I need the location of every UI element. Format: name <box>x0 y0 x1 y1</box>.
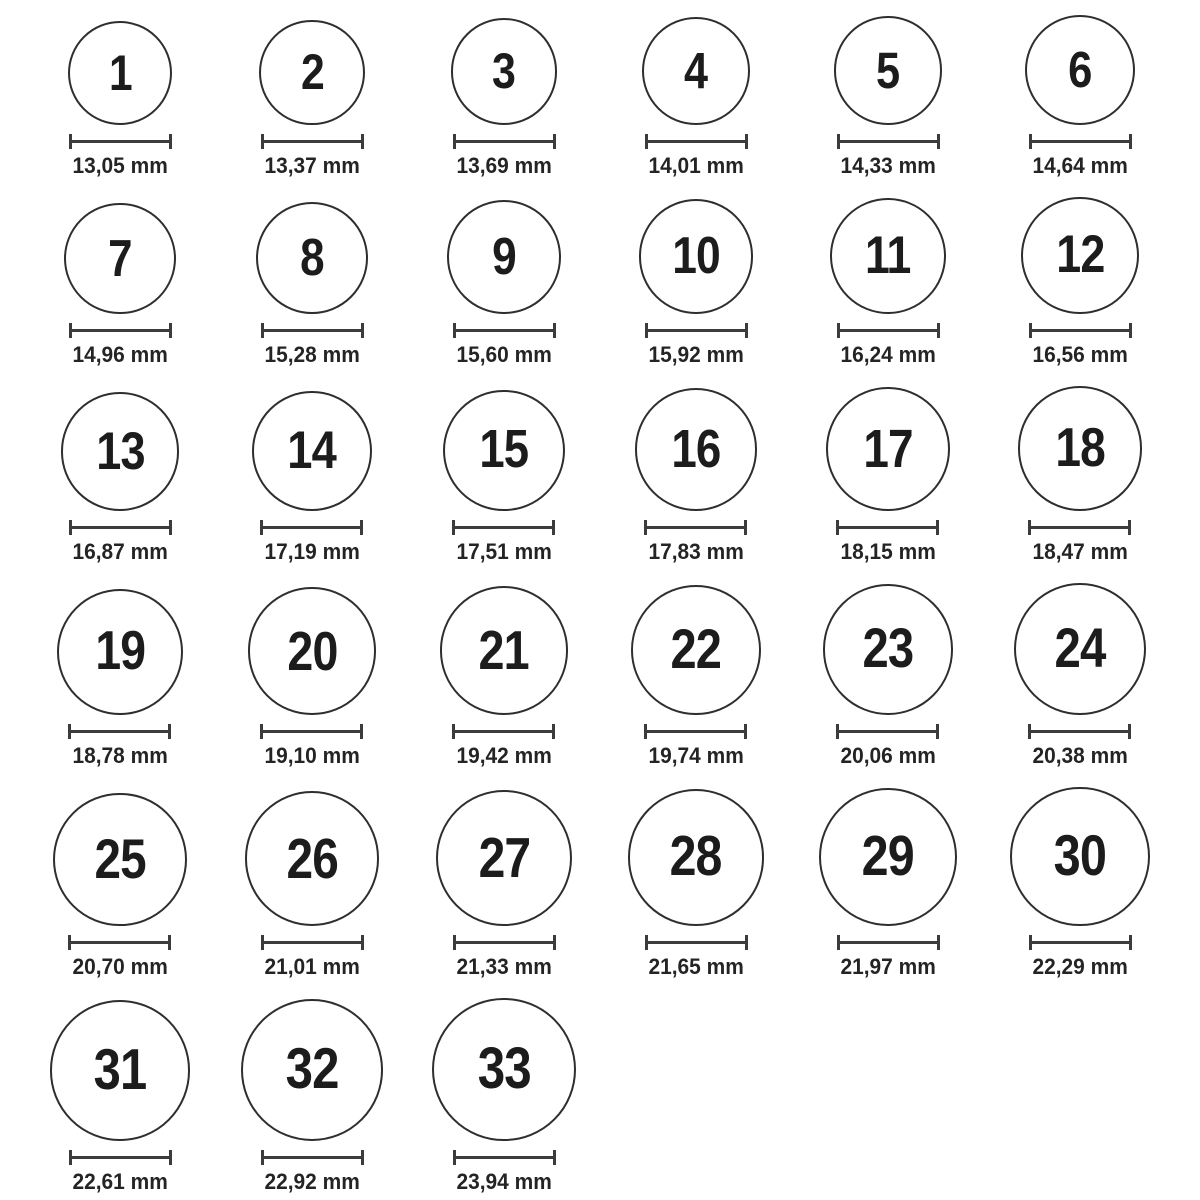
measure-bar <box>72 140 169 143</box>
diameter-label: 21,01 mm <box>264 953 360 979</box>
measure-tick-right <box>745 134 748 149</box>
diameter-measure-line <box>645 323 748 338</box>
measure-bar <box>839 730 936 733</box>
measure-tick-right <box>552 520 555 535</box>
diameter-label: 13,37 mm <box>264 152 360 178</box>
ring-circle <box>432 998 575 1141</box>
diameter-measure-line <box>1028 724 1131 739</box>
diameter-label: 14,64 mm <box>1032 152 1128 178</box>
diameter-measure-line <box>453 935 556 950</box>
ring-circle <box>50 1000 191 1141</box>
ring-size-number: 18 <box>1055 418 1105 479</box>
measure-bar <box>455 730 552 733</box>
measure-tick-right <box>1129 935 1132 950</box>
ring-size-item-28 <box>628 789 765 979</box>
ring-size-number: 25 <box>94 827 146 891</box>
measure-tick-right <box>553 323 556 338</box>
diameter-measure-line <box>644 724 747 739</box>
ring-size-number: 17 <box>863 418 913 479</box>
ring-size-item-26 <box>245 791 380 979</box>
measure-bar <box>456 1156 553 1159</box>
ring-size-number: 7 <box>108 228 132 287</box>
ring-size-number: 8 <box>300 227 324 286</box>
diameter-label: 14,01 mm <box>648 152 744 178</box>
measure-bar <box>456 329 553 332</box>
measure-bar <box>455 526 552 529</box>
diameter-measure-line <box>69 1150 172 1165</box>
measure-tick-right <box>361 323 364 338</box>
ring-size-number: 11 <box>865 225 911 285</box>
measure-tick-right <box>360 724 363 739</box>
diameter-label: 22,29 mm <box>1032 953 1128 979</box>
ring-circle <box>635 388 757 510</box>
ring-size-number: 27 <box>478 825 530 889</box>
diameter-label: 14,33 mm <box>840 152 936 178</box>
ring-circle <box>823 584 954 715</box>
ring-size-item-1 <box>68 21 172 178</box>
ring-circle <box>1021 197 1138 314</box>
measure-bar <box>647 526 744 529</box>
ring-size-number: 10 <box>672 227 720 286</box>
ring-size-number: 13 <box>95 421 145 481</box>
measure-tick-right <box>936 724 939 739</box>
measure-bar <box>71 730 168 733</box>
ring-size-item-13 <box>61 392 180 564</box>
ring-size-item-27 <box>436 790 572 979</box>
ring-circle <box>248 587 375 714</box>
measure-bar <box>648 329 745 332</box>
ring-size-number: 26 <box>286 826 338 890</box>
diameter-label: 13,05 mm <box>72 152 168 178</box>
diameter-measure-line <box>645 935 748 950</box>
diameter-label: 22,92 mm <box>264 1168 360 1194</box>
diameter-measure-line <box>452 724 555 739</box>
ring-size-number: 14 <box>287 421 337 481</box>
ring-size-item-18 <box>1018 386 1143 564</box>
ring-size-number: 16 <box>671 418 721 479</box>
measure-tick-right <box>745 323 748 338</box>
ring-size-number: 5 <box>876 41 900 99</box>
ring-circle <box>443 390 564 511</box>
ring-circle <box>447 200 561 314</box>
measure-bar <box>648 140 745 143</box>
ring-circle <box>631 585 761 715</box>
diameter-label: 17,51 mm <box>456 538 552 564</box>
measure-bar <box>263 526 360 529</box>
diameter-measure-line <box>69 520 172 535</box>
ring-circle <box>436 790 572 926</box>
measure-bar <box>72 526 169 529</box>
ring-size-number: 28 <box>670 825 722 889</box>
ring-size-number: 1 <box>108 44 132 101</box>
measure-tick-right <box>937 935 940 950</box>
measure-bar <box>648 941 745 944</box>
measure-bar <box>840 140 937 143</box>
measure-bar <box>840 941 937 944</box>
diameter-measure-line <box>453 1150 556 1165</box>
ring-size-item-19 <box>57 589 183 768</box>
diameter-measure-line <box>836 520 939 535</box>
diameter-measure-line <box>68 724 171 739</box>
diameter-label: 17,19 mm <box>264 538 360 564</box>
ring-size-item-9 <box>447 200 561 367</box>
ring-size-number: 3 <box>492 42 516 100</box>
ring-size-number: 12 <box>1055 224 1105 284</box>
ring-size-number: 19 <box>95 620 145 682</box>
ring-size-item-8 <box>256 202 369 368</box>
diameter-measure-line <box>261 323 364 338</box>
measure-bar <box>647 730 744 733</box>
diameter-label: 15,92 mm <box>648 342 744 368</box>
ring-circle <box>256 202 369 315</box>
ring-size-item-23 <box>823 584 954 768</box>
ring-size-item-29 <box>819 788 957 979</box>
ring-circle <box>64 203 175 314</box>
diameter-label: 13,69 mm <box>456 152 552 178</box>
diameter-label: 20,38 mm <box>1032 742 1128 768</box>
ring-size-item-2 <box>259 20 364 178</box>
measure-bar <box>72 329 169 332</box>
measure-tick-right <box>745 935 748 950</box>
diameter-measure-line <box>1029 134 1132 149</box>
measure-bar <box>1031 730 1128 733</box>
diameter-label: 15,28 mm <box>264 342 360 368</box>
diameter-measure-line <box>453 323 556 338</box>
diameter-label: 19,42 mm <box>456 742 552 768</box>
measure-tick-right <box>168 935 171 950</box>
ring-size-item-15 <box>443 390 564 564</box>
diameter-measure-line <box>645 134 748 149</box>
diameter-label: 15,60 mm <box>456 342 552 368</box>
measure-bar <box>71 941 168 944</box>
measure-tick-right <box>169 520 172 535</box>
ring-circle <box>245 791 380 926</box>
ring-size-item-22 <box>631 585 761 768</box>
measure-bar <box>264 1156 361 1159</box>
diameter-label: 19,74 mm <box>648 742 744 768</box>
measure-tick-right <box>169 1150 172 1165</box>
diameter-measure-line <box>69 134 172 149</box>
ring-circle <box>819 788 957 926</box>
diameter-measure-line <box>644 520 747 535</box>
measure-tick-right <box>936 520 939 535</box>
measure-bar <box>1032 329 1129 332</box>
diameter-measure-line <box>1029 935 1132 950</box>
ring-circle <box>826 387 950 511</box>
diameter-label: 16,24 mm <box>840 342 936 368</box>
ring-size-item-12 <box>1021 197 1138 368</box>
ring-size-item-30 <box>1010 787 1149 980</box>
measure-tick-right <box>361 935 364 950</box>
diameter-label: 22,61 mm <box>72 1168 168 1194</box>
measure-tick-right <box>553 935 556 950</box>
diameter-measure-line <box>1029 323 1132 338</box>
diameter-measure-line <box>836 724 939 739</box>
ring-size-number: 22 <box>670 618 722 681</box>
diameter-label: 17,83 mm <box>648 538 744 564</box>
measure-tick-right <box>1129 323 1132 338</box>
diameter-measure-line <box>68 935 171 950</box>
ring-size-item-10 <box>639 199 754 367</box>
ring-circle <box>830 198 946 314</box>
ring-size-number: 32 <box>285 1037 339 1102</box>
ring-circle <box>61 392 180 511</box>
ring-size-number: 4 <box>684 41 708 99</box>
ring-size-item-31 <box>50 1000 191 1194</box>
measure-tick-right <box>553 134 556 149</box>
measure-bar <box>72 1156 169 1159</box>
ring-size-number: 15 <box>479 420 529 480</box>
measure-bar <box>1032 140 1129 143</box>
diameter-measure-line <box>260 724 363 739</box>
measure-tick-right <box>360 520 363 535</box>
ring-circle <box>68 21 172 125</box>
ring-size-item-24 <box>1014 583 1146 768</box>
measure-bar <box>840 329 937 332</box>
ring-size-item-14 <box>252 391 372 564</box>
ring-size-number: 9 <box>492 228 516 287</box>
diameter-label: 18,78 mm <box>72 742 168 768</box>
measure-tick-right <box>361 134 364 149</box>
ring-size-item-4 <box>642 17 750 178</box>
ring-circle <box>57 589 183 715</box>
ring-size-item-20 <box>248 587 375 767</box>
diameter-measure-line <box>261 935 364 950</box>
measure-tick-right <box>168 724 171 739</box>
ring-circle <box>1018 386 1143 511</box>
measure-tick-right <box>361 1150 364 1165</box>
ring-circle <box>639 199 754 314</box>
diameter-measure-line <box>260 520 363 535</box>
ring-circle <box>259 20 364 125</box>
measure-bar <box>1031 526 1128 529</box>
measure-bar <box>839 526 936 529</box>
measure-tick-right <box>744 520 747 535</box>
diameter-measure-line <box>452 520 555 535</box>
ring-size-item-32 <box>241 999 383 1194</box>
measure-bar <box>264 329 361 332</box>
measure-tick-right <box>169 323 172 338</box>
diameter-measure-line <box>261 134 364 149</box>
measure-bar <box>263 730 360 733</box>
ring-size-item-5 <box>834 16 943 178</box>
measure-bar <box>264 140 361 143</box>
diameter-label: 21,97 mm <box>840 953 936 979</box>
measure-bar <box>264 941 361 944</box>
ring-size-item-17 <box>826 387 950 564</box>
measure-tick-right <box>937 323 940 338</box>
diameter-label: 16,87 mm <box>72 538 168 564</box>
ring-circle <box>440 586 568 714</box>
ring-size-number: 33 <box>477 1036 531 1102</box>
ring-size-number: 29 <box>861 824 915 889</box>
diameter-label: 21,33 mm <box>456 953 552 979</box>
ring-size-number: 23 <box>862 617 914 680</box>
ring-size-number: 6 <box>1068 41 1092 99</box>
ring-size-item-3 <box>451 18 557 178</box>
ring-circle <box>834 16 943 125</box>
ring-size-number: 2 <box>300 44 324 101</box>
measure-bar <box>1032 941 1129 944</box>
ring-size-item-25 <box>53 793 186 979</box>
measure-tick-right <box>1128 520 1131 535</box>
measure-tick-right <box>552 724 555 739</box>
ring-size-item-16 <box>635 388 757 563</box>
diameter-label: 19,10 mm <box>264 742 360 768</box>
diameter-label: 21,65 mm <box>648 953 744 979</box>
ring-circle <box>1025 15 1135 125</box>
ring-size-number: 24 <box>1054 616 1106 679</box>
diameter-measure-line <box>837 134 940 149</box>
ring-circle <box>1014 583 1146 715</box>
diameter-measure-line <box>69 323 172 338</box>
ring-size-item-6 <box>1025 15 1135 178</box>
ring-circle <box>1010 787 1149 926</box>
measure-bar <box>456 941 553 944</box>
ring-circle <box>53 793 186 926</box>
ring-size-item-7 <box>64 203 175 368</box>
measure-tick-right <box>169 134 172 149</box>
diameter-measure-line <box>837 935 940 950</box>
ring-circle <box>451 18 557 124</box>
ring-size-item-21 <box>440 586 568 768</box>
measure-tick-right <box>937 134 940 149</box>
diameter-label: 18,47 mm <box>1032 538 1128 564</box>
diameter-label: 18,15 mm <box>840 538 936 564</box>
diameter-label: 16,56 mm <box>1032 342 1128 368</box>
ring-size-number: 31 <box>93 1037 147 1102</box>
diameter-label: 20,70 mm <box>72 953 168 979</box>
diameter-measure-line <box>1028 520 1131 535</box>
ring-circle <box>252 391 372 511</box>
ring-size-number: 21 <box>478 618 530 681</box>
diameter-measure-line <box>453 134 556 149</box>
ring-size-item-33 <box>432 998 575 1194</box>
ring-size-item-11 <box>830 198 946 367</box>
ring-size-number: 20 <box>286 619 338 682</box>
diameter-label: 23,94 mm <box>456 1168 552 1194</box>
ring-circle <box>628 789 765 926</box>
diameter-measure-line <box>261 1150 364 1165</box>
diameter-measure-line <box>837 323 940 338</box>
measure-tick-right <box>1129 134 1132 149</box>
ring-circle <box>642 17 750 125</box>
diameter-label: 14,96 mm <box>72 342 168 368</box>
measure-tick-right <box>1128 724 1131 739</box>
diameter-label: 20,06 mm <box>840 742 936 768</box>
ring-size-number: 30 <box>1053 823 1107 888</box>
measure-tick-right <box>744 724 747 739</box>
measure-tick-right <box>553 1150 556 1165</box>
ring-circle <box>241 999 383 1141</box>
measure-bar <box>456 140 553 143</box>
